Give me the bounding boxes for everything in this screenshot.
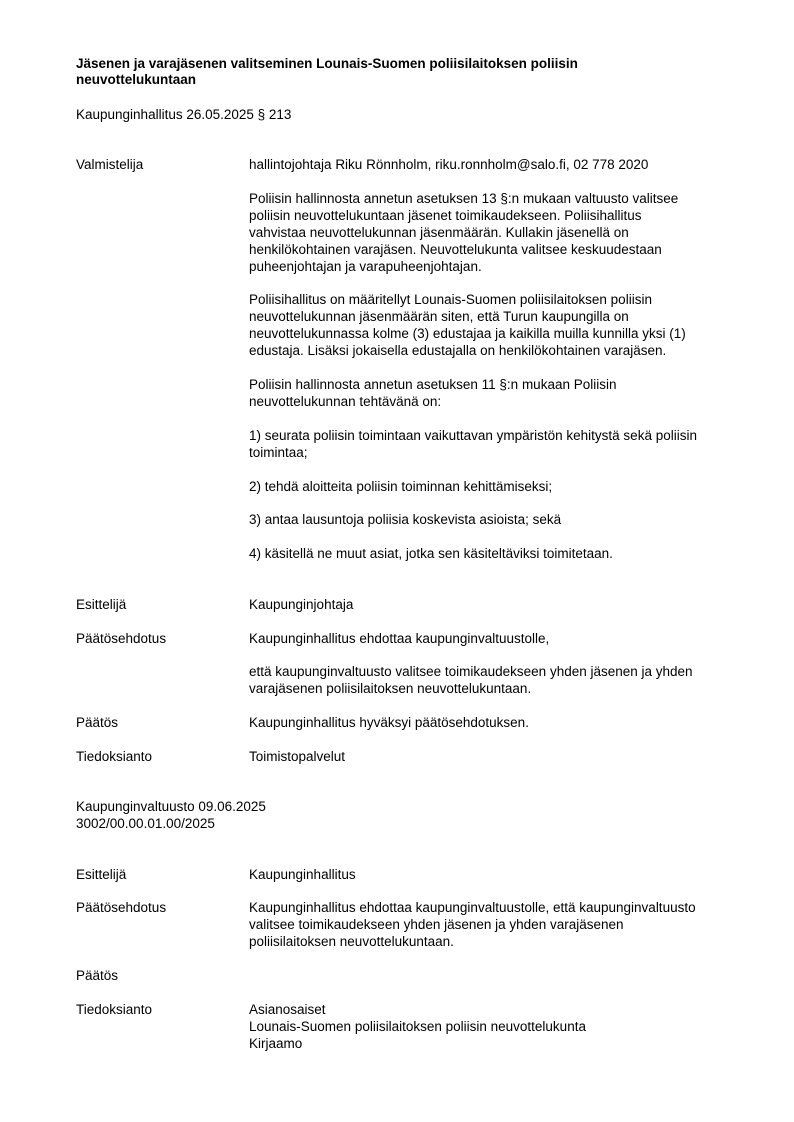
paatosehdotus-value: Kaupunginhallitus ehdottaa kaupunginvaltuustolle,: [249, 631, 550, 646]
label-paatosehdotus: Päätösehdotus: [76, 631, 167, 646]
paragraph-line: edustaja. Lisäksi jokaisella edustajalla on henkilökohtainen varajäsen.: [249, 343, 667, 358]
paragraph-line: Poliisihallitus on määritellyt Lounais-Suomen poliisilaitoksen poliisin: [249, 292, 652, 307]
meeting-heading: Kaupunginhallitus 26.05.2025 § 213: [76, 107, 292, 122]
paragraph-line: neuvottelukunnassa kolme (3) edustajaa ja kaikilla muilla kunnilla yksi (1): [249, 326, 686, 341]
label-tiedoksianto: Tiedoksianto: [76, 749, 153, 764]
tiedoksianto-line: Asianosaiset: [249, 1002, 326, 1017]
paragraph-line: neuvottelukunnan jäsenmäärän siten, että Turun kaupungilla on: [249, 309, 629, 324]
paragraph-line: poliisin neuvottelukuntaan jäsenet toimikaudekseen. Poliisihallitus: [249, 208, 642, 223]
paatos-value: Kaupunginhallitus hyväksyi päätösehdotuksen.: [249, 715, 529, 730]
diary-number: 3002/00.00.01.00/2025: [76, 816, 215, 831]
list-item: 4) käsitellä ne muut asiat, jotka sen käsiteltäviksi toimitetaan.: [249, 546, 613, 561]
paragraph-line: Poliisin hallinnosta annetun asetuksen 13 §:n mukaan valtuusto valitsee: [249, 191, 679, 206]
label-paatos: Päätös: [76, 715, 119, 730]
label-paatosehdotus: Päätösehdotus: [76, 900, 167, 915]
label-esittelija: Esittelijä: [76, 597, 127, 612]
list-item: 1) seurata poliisin toimintaan vaikuttavan ympäristön kehitystä sekä poliisin: [249, 428, 697, 443]
list-item: toimintaa;: [249, 445, 308, 460]
document-title-line-1: Jäsenen ja varajäsenen valitseminen Lounais-Suomen poliisilaitoksen poliisin: [76, 56, 578, 71]
paragraph-line: neuvottelukunnan tehtävänä on:: [249, 394, 442, 409]
paragraph-line: puheenjohtajan ja varapuheenjohtajan.: [249, 259, 482, 274]
label-paatos: Päätös: [76, 968, 119, 983]
tiedoksianto-value: Toimistopalvelut: [249, 749, 346, 764]
esittelija-value: Kaupunginjohtaja: [249, 597, 354, 612]
valmistelija-value: hallintojohtaja Riku Rönnholm, riku.ronnholm@salo.fi, 02 778 2020: [249, 157, 649, 172]
paatosehdotus-line: että kaupunginvaltuusto valitsee toimikaudekseen yhden jäsenen ja yhden: [249, 664, 693, 679]
label-esittelija: Esittelijä: [76, 867, 127, 882]
esittelija-value: Kaupunginhallitus: [249, 867, 356, 882]
tiedoksianto-line: Lounais-Suomen poliisilaitoksen poliisin neuvottelukunta: [249, 1019, 586, 1034]
list-item: 2) tehdä aloitteita poliisin toiminnan kehittämiseksi;: [249, 479, 553, 494]
list-item: 3) antaa lausuntoja poliisia koskevista asioista; sekä: [249, 512, 562, 527]
paragraph-line: vahvistaa neuvottelukunnan jäsenmäärän. Kullakin jäsenellä on: [249, 225, 629, 240]
paragraph-line: Poliisin hallinnosta annetun asetuksen 11 §:n mukaan Poliisin: [249, 377, 617, 392]
paatosehdotus-line: varajäsenen poliisilaitoksen neuvottelukuntaan.: [249, 681, 532, 696]
document-title-line-2: neuvottelukuntaan: [76, 72, 197, 87]
label-valmistelija: Valmistelija: [76, 157, 144, 172]
paatosehdotus-line: valitsee toimikaudekseen yhden jäsenen ja yhden varajäsenen: [249, 917, 624, 932]
meeting-heading: Kaupunginvaltuusto 09.06.2025: [76, 799, 266, 814]
label-tiedoksianto: Tiedoksianto: [76, 1002, 153, 1017]
paragraph-line: henkilökohtainen varajäsen. Neuvottelukunta valitsee keskuudestaan: [249, 242, 662, 257]
paatosehdotus-line: poliisilaitoksen neuvottelukuntaan.: [249, 934, 454, 949]
paatosehdotus-line: Kaupunginhallitus ehdottaa kaupunginvaltuustolle, että kaupunginvaltuusto: [249, 900, 696, 915]
tiedoksianto-line: Kirjaamo: [249, 1036, 303, 1051]
